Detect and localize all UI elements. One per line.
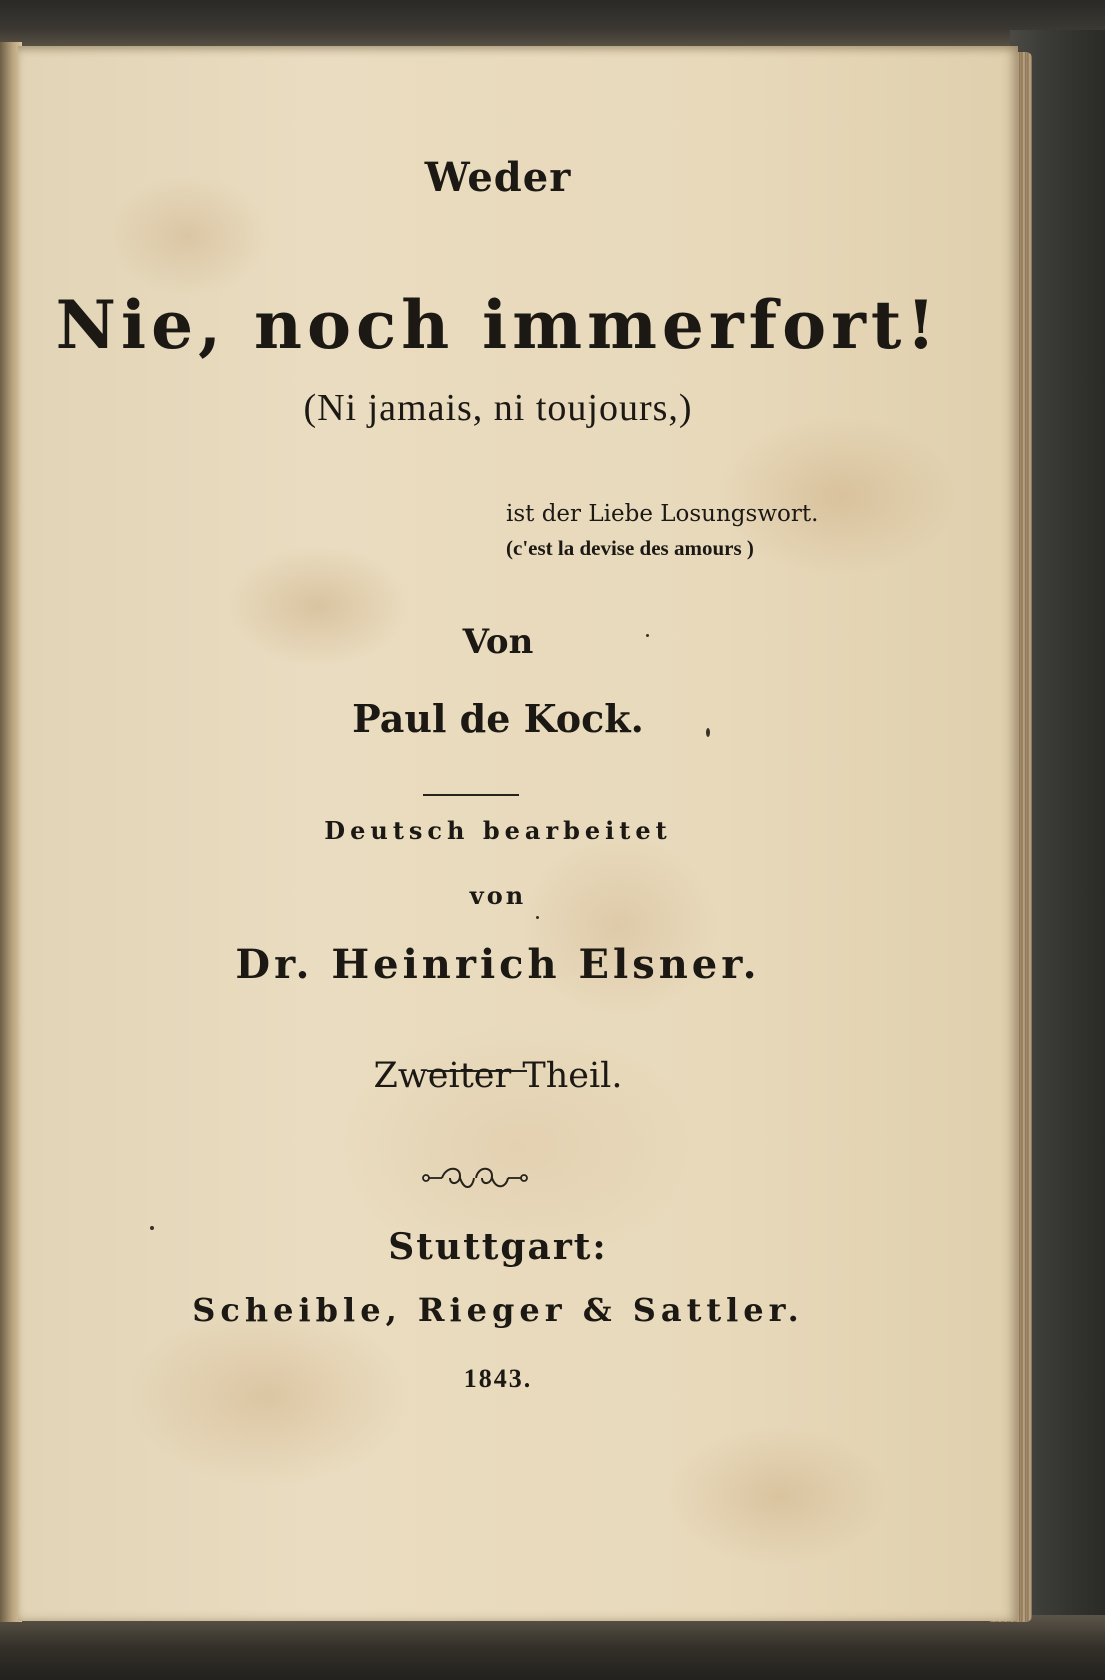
- translator-name: Dr. Heinrich Elsner.: [235, 941, 761, 988]
- paper-speck: [706, 728, 710, 737]
- paper-speck: [150, 1226, 154, 1230]
- by-line: Von: [462, 622, 534, 662]
- translator-by-line: von: [469, 881, 527, 910]
- author-name: Paul de Kock.: [352, 696, 644, 741]
- book-cover-top: [0, 0, 1105, 48]
- main-title: Nie, noch immerfort!: [55, 286, 941, 364]
- main-title-french: (Ni jamais, ni toujours,): [303, 387, 693, 429]
- publisher: Scheible, Rieger & Sattler.: [192, 1291, 804, 1329]
- title-page: [18, 46, 1018, 1621]
- motto-german: ist der Liebe Losungswort.: [506, 501, 819, 527]
- paper-speck: [536, 916, 539, 919]
- motto-french: (c'est la devise des amours ): [506, 536, 754, 560]
- book-cover-bottom: [0, 1615, 1105, 1680]
- volume-part: Zweiter Theil.: [373, 1056, 623, 1096]
- divider-rule: [423, 794, 519, 796]
- publication-year: 1843.: [463, 1364, 533, 1393]
- title-line-weder: Weder: [424, 154, 572, 201]
- place-of-publication: Stuttgart:: [388, 1226, 608, 1268]
- printer-ornament-icon: [420, 1158, 530, 1198]
- paper-speck: [646, 634, 649, 637]
- translation-note: Deutsch bearbeitet: [324, 816, 672, 845]
